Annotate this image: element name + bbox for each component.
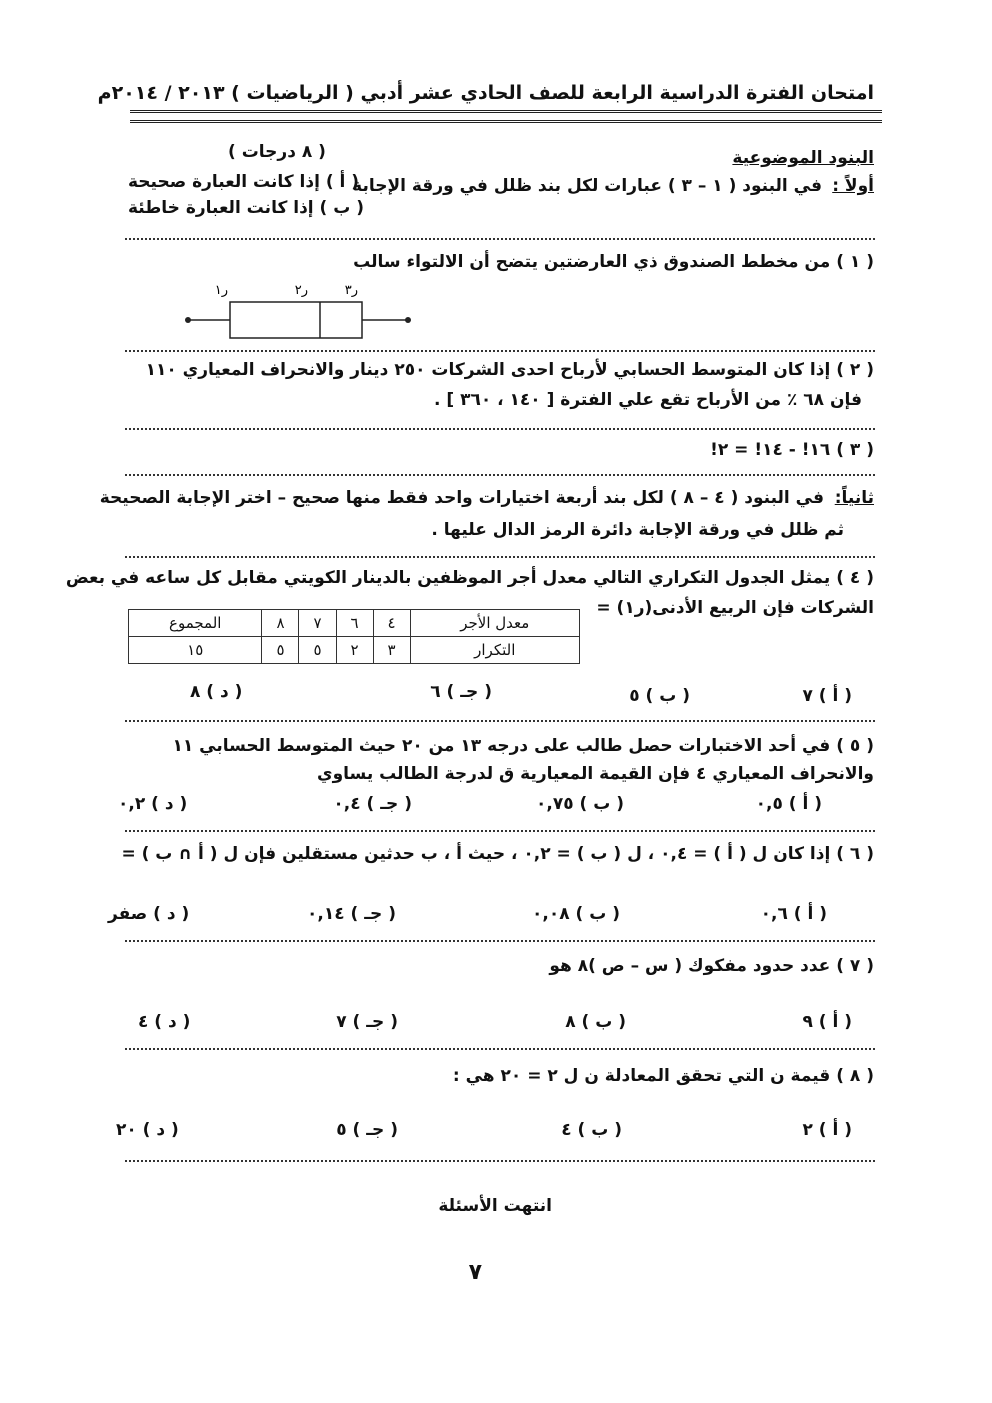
section1-label: أولاً : [832,176,874,196]
page-number: ٧ [468,1260,482,1285]
q5-option-b: ( ب ) ٠,٧٥ [536,794,624,814]
q4-option-d: ( د ) ٨ [190,682,243,702]
false-option: ( ب ) إذا كانت العبارة خاطئة [128,198,365,218]
section-marks: ( ٨ درجات ) [228,142,326,162]
section-title: البنود الموضوعية [732,148,874,168]
box [230,302,362,338]
divider [125,474,875,476]
q8-option-c: ( جـ ) ٥ [336,1120,398,1140]
q7-option-a: ( أ ) ٩ [802,1012,852,1032]
table-cell: ٤ [373,610,410,637]
q5-option-c: ( جـ ) ٠,٤ [333,794,412,814]
question-1: ( ١ ) من مخطط الصندوق ذي العارضتين يتضح أن الالتواء سالب [353,252,874,272]
q8-option-b: ( ب ) ٤ [561,1120,622,1140]
label-q2: ر٢ [294,283,308,298]
min-point [185,317,191,323]
table-cell: ٢ [336,637,373,664]
section2-line2: ثم ظلل في ورقة الإجابة دائرة الرمز الدال عليها . [431,520,844,540]
q5-option-d: ( د ) ٠,٢ [118,794,188,814]
q7-option-b: ( ب ) ٨ [565,1012,626,1032]
q7-option-d: ( د ) ٤ [138,1012,191,1032]
section2-label: ثانياً: [834,488,874,508]
divider [125,940,875,942]
divider [125,556,875,558]
q4-option-a: ( أ ) ٧ [802,686,852,706]
question-2-line2: فإن ٦٨ ٪ من الأرباح تقع علي الفترة [ ١٤٠ ، ٣٦٠ ] . [434,390,862,410]
table-cell: المجموع [129,610,262,637]
true-option: ( أ ) إذا كانت العبارة صحيحة [128,172,360,192]
question-8: ( ٨ ) قيمة ن التي تحقق المعادلة ن ل ٢ = ٢٠ هي : [452,1066,874,1086]
divider [125,830,875,832]
divider [125,428,875,430]
box-plot [180,276,420,346]
section1-intro: في البنود ( ١ – ٣ ) عبارات لكل بند ظلل في ورقة الإجابة [352,176,822,196]
question-5-line1: ( ٥ ) في أحد الاختبارات حصل طالب على درجه ١٣ من ٢٠ حيث المتوسط الحسابي ١١ [172,736,874,756]
divider [125,238,875,240]
divider [125,1048,875,1050]
table-cell: ٥ [262,637,299,664]
question-7: ( ٧ ) عدد حدود مفكوك ( س – ص )٨ هو [549,956,874,976]
table-cell: التكرار [410,637,579,664]
q6-option-b: ( ب ) ٠,٠٨ [532,904,620,924]
q6-option-d: ( د ) صفر [108,904,190,924]
section2-line1: في البنود ( ٤ – ٨ ) لكل بند أربعة اختيارات واحد فقط منها صحيح – اختر الإجابة الصحيحة [99,488,824,508]
table-cell: ٥ [299,637,336,664]
label-q1: ر١ [214,283,228,298]
divider [125,1160,875,1162]
max-point [405,317,411,323]
table-cell: معدل الأجر [410,610,579,637]
divider [125,720,875,722]
header-divider-2 [130,120,882,123]
table-row [129,637,580,664]
table-cell: ٦ [336,610,373,637]
question-2-line1: ( ٢ ) إذا كان المتوسط الحسابي لأرباح احدى الشركات ٢٥٠ دينار والانحراف المعياري ١١٠ [145,360,874,380]
q8-option-d: ( د ) ٢٠ [116,1120,179,1140]
q5-option-a: ( أ ) ٠,٥ [755,794,822,814]
q8-option-a: ( أ ) ٢ [802,1120,852,1140]
exam-header: امتحان الفترة الدراسية الرابعة للصف الحادي عشر أدبي ( الرياضيات ) ٢٠١٣ / ٢٠١٤م [97,82,874,104]
table-cell: ١٥ [129,637,262,664]
q7-option-c: ( جـ ) ٧ [336,1012,398,1032]
table-row [129,610,580,637]
header-divider [130,110,882,113]
q6-option-a: ( أ ) ٠,٦ [760,904,827,924]
question-4-line1: ( ٤ ) يمثل الجدول التكراري التالي معدل أجر الموظفين بالدينار الكويتي مقابل كل ساعه في بعض [65,568,874,588]
table-cell: ٨ [262,610,299,637]
q4-option-b: ( ب ) ٥ [629,686,690,706]
q6-option-c: ( جـ ) ٠,١٤ [307,904,396,924]
question-5-line2: والانحراف المعياري ٤ فإن القيمة المعيارية ق لدرجة الطالب يساوي [316,764,874,784]
question-6: ( ٦ ) إذا كان ل ( أ ) = ٠,٤ ، ل ( ب ) = ٠,٢ ، حيث أ ، ب حدثين مستقلين فإن ل ( أ ∩ ب ) = [121,844,874,864]
divider [125,350,875,352]
end-text: انتهت الأسئلة [438,1196,552,1216]
table-cell: ٣ [373,637,410,664]
question-4-line2: الشركات فإن الربيع الأدنى(ر١) = [596,598,874,618]
frequency-table [128,609,580,664]
table-cell: ٧ [299,610,336,637]
q4-option-c: ( جـ ) ٦ [430,682,492,702]
label-q3: ر٣ [344,283,358,298]
question-3: ( ٣ ) ١٦! - ١٤! = ٢! [710,440,874,460]
